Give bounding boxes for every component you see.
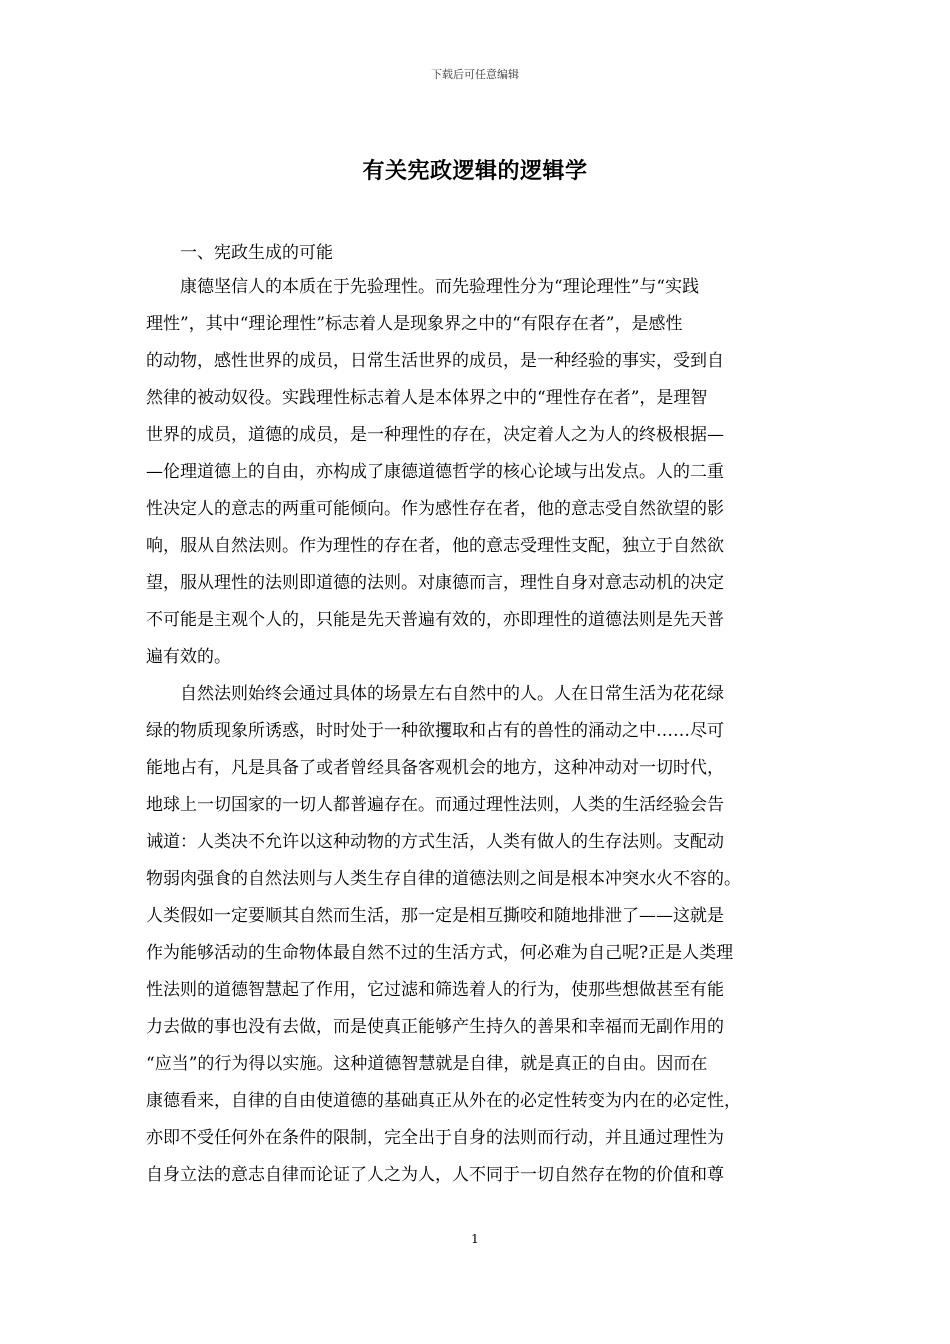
paragraph-2-line: 亦即不受任何外在条件的限制，完全出于自身的法则而行动，并且通过理性为 xyxy=(146,1128,724,1148)
paragraph-2-line: 性法则的道德智慧起了作用，它过滤和筛选着人的行为，使那些想做甚至有能 xyxy=(146,980,724,1000)
paragraph-1-line: 然律的被动奴役。实践理性标志着人是本体界之中的“理性存在者”，是理智 xyxy=(146,388,708,408)
paragraph-2-line: 物弱肉强食的自然法则与人类生存自律的道德法则之间是根本冲突水火不容的。 xyxy=(146,869,741,889)
paragraph-2-line: 作为能够活动的生命物体最自然不过的生活方式，何必难为自己呢?正是人类理 xyxy=(146,943,734,963)
paragraph-2-line: 绿的物质现象所诱惑，时时处于一种欲攫取和占有的兽性的涌动之中……尽可 xyxy=(146,721,724,741)
paragraph-2-line: 自然法则始终会通过具体的场景左右自然中的人。人在日常生活为花花绿 xyxy=(180,684,724,704)
paragraph-1-line: 的动物，感性世界的成员，日常生活世界的成员，是一种经验的事实，受到自 xyxy=(146,351,724,371)
paragraph-2-line: 人类假如一定要顺其自然而生活，那一定是相互撕咬和随地排泄了——这就是 xyxy=(146,906,724,926)
section-heading: 一、宪政生成的可能 xyxy=(180,243,333,263)
paragraph-1-line: 康德坚信人的本质在于先验理性。而先验理性分为“理论理性”与“实践 xyxy=(180,277,700,297)
paragraph-2-line: 康德看来，自律的自由使道德的基础真正从外在的必定性转变为内在的必定性， xyxy=(146,1091,741,1111)
document-title: 有关宪政逻辑的逻辑学 xyxy=(362,158,588,184)
paragraph-2-line: “应当”的行为得以实施。这种道德智慧就是自律，就是真正的自由。因而在 xyxy=(146,1054,708,1074)
paragraph-1-line: 不可能是主观个人的，只能是先天普遍有效的，亦即理性的道德法则是先天普 xyxy=(146,610,724,630)
paragraph-1-line: 世界的成员，道德的成员，是一种理性的存在，决定着人之为人的终极根据— xyxy=(146,425,724,445)
page-header-note: 下载后可任意编辑 xyxy=(431,68,519,81)
paragraph-1-line: 遍有效的。 xyxy=(146,647,231,667)
paragraph-2-line: 自身立法的意志自律而论证了人之为人，人不同于一切自然存在物的价值和尊 xyxy=(146,1165,724,1185)
paragraph-1-line: 望，服从理性的法则即道德的法则。对康德而言，理性自身对意志动机的决定 xyxy=(146,573,724,593)
paragraph-1-line: 响，服从自然法则。作为理性的存在者，他的意志受理性支配，独立于自然欲 xyxy=(146,536,724,556)
paragraph-1-line: 理性”，其中“理论理性”标志着人是现象界之中的“有限存在者”，是感性 xyxy=(146,314,683,334)
paragraph-2-line: 力去做的事也没有去做，而是使真正能够产生持久的善果和幸福而无副作用的 xyxy=(146,1017,724,1037)
paragraph-1-line: 性决定人的意志的两重可能倾向。作为感性存在者，他的意志受自然欲望的影 xyxy=(146,499,724,519)
paragraph-2-line: 地球上一切国家的一切人都普遍存在。而通过理性法则，人类的生活经验会告 xyxy=(146,795,724,815)
paragraph-2-line: 诫道：人类决不允许以这种动物的方式生活，人类有做人的生存法则。支配动 xyxy=(146,832,724,852)
paragraph-1-line: —伦理道德上的自由，亦构成了康德道德哲学的核心论域与出发点。人的二重 xyxy=(146,462,724,482)
paragraph-2-line: 能地占有，凡是具备了或者曾经具备客观机会的地方，这种冲动对一切时代， xyxy=(146,758,724,778)
page-number: 1 xyxy=(471,1232,479,1246)
